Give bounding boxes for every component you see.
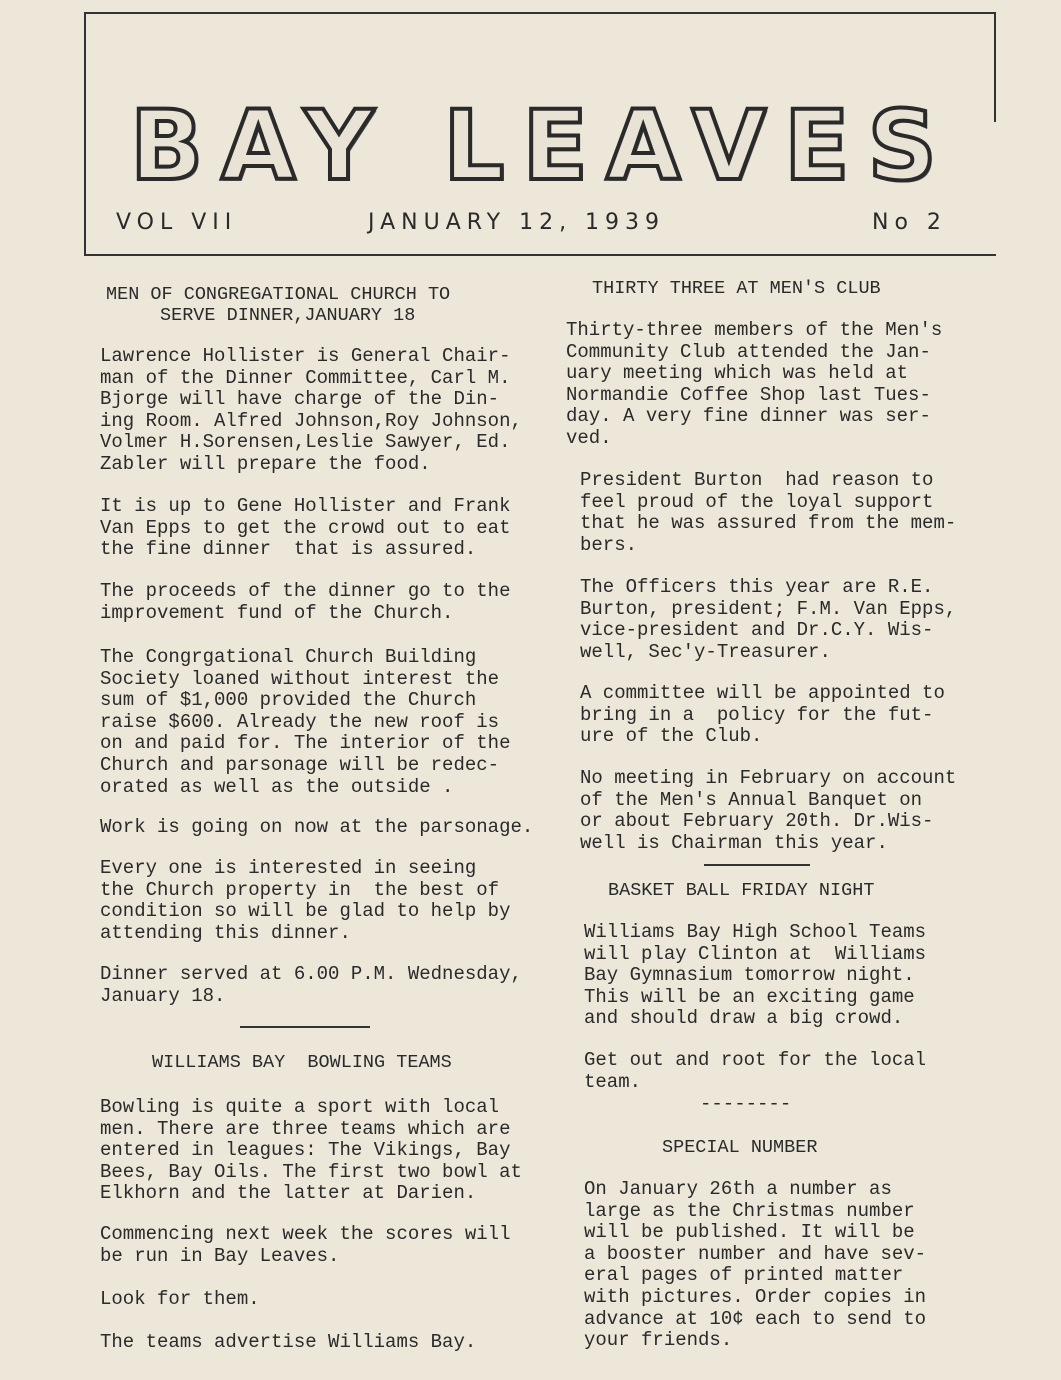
paragraph-root: Get out and root for the local team. (584, 1049, 927, 1093)
headline-mens-club: THIRTY THREE AT MEN'S CLUB (592, 278, 881, 299)
paragraph-dinner-time: Dinner served at 6.00 P.M. Wednesday, January 18. (100, 963, 522, 1007)
headline-basketball: BASKET BALL FRIDAY NIGHT (608, 880, 875, 901)
paragraph-crowd: It is up to Gene Hollister and Frank Van Epps to get the crowd out to eat the fine dinner that is assured. (100, 495, 511, 561)
section-divider (704, 864, 810, 866)
issue-date: JANUARY 12, 1939 (368, 210, 666, 235)
headline-congregational-dinner-1: MEN OF CONGREGATIONAL CHURCH TO (106, 284, 451, 305)
paragraph-committee: A committee will be appointed to bring in a policy for the fut- ure of the Club. (580, 682, 945, 748)
dashed-divider: -------- (700, 1093, 792, 1115)
paragraph-interest: Every one is interested in seeing the Church property in the best of condition so will be glad to help by attending this dinner. (100, 857, 511, 944)
paragraph-look: Look for them. (100, 1288, 260, 1310)
paragraph-dinner-committee: Lawrence Hollister is General Chair- man of the Dinner Committee, Carl M. Bjorge will have charge of the Din- ing Room. Alfred Johnson,Roy Johnson, Volmer H.Sorensen,Leslie Sawyer, Ed. Zabler will prepare the food. (100, 345, 522, 475)
paragraph-special-number: On January 26th a number as large as the Christmas number will be published. It will be a booster number and have sev- eral pages of printed matter with pictures. Order copies in advance at 10¢ each to send to your friends. (584, 1178, 927, 1352)
volume-label: VOL VII (116, 210, 238, 235)
headline-special-number: SPECIAL NUMBER (662, 1137, 818, 1158)
section-divider (240, 1026, 370, 1028)
paragraph-advertise: The teams advertise Williams Bay. (100, 1331, 477, 1353)
paragraph-mens-club: Thirty-three members of the Men's Community Club attended the Jan- uary meeting which was held at Normandie Coffee Shop last Tues- day. A very fine dinner was ser- ved. (566, 319, 943, 449)
paragraph-basketball: Williams Bay High School Teams will play Clinton at Williams Bay Gymnasium tomorrow night. This will be an exciting game and should draw a big crowd. (584, 921, 927, 1030)
headline-bowling-teams: WILLIAMS BAY BOWLING TEAMS (152, 1052, 452, 1073)
masthead-border (994, 12, 996, 122)
paragraph-burton: President Burton had reason to feel proud of the loyal support that he was assured from the mem- bers. (580, 469, 957, 556)
paragraph-proceeds: The proceeds of the dinner go to the improvement fund of the Church. (100, 580, 511, 624)
newspaper-title: BAY LEAVES (130, 90, 955, 202)
paragraph-bowling: Bowling is quite a sport with local men. There are three teams which are entered in leagues: The Vikings, Bay Bees, Bay Oils. The first two bowl at Elkhorn and the latter at Darien. (100, 1096, 522, 1205)
masthead (84, 12, 996, 256)
paragraph-parsonage: Work is going on now at the parsonage. (100, 816, 534, 838)
paragraph-scores: Commencing next week the scores will be run in Bay Leaves. (100, 1223, 511, 1267)
headline-congregational-dinner-2: SERVE DINNER,JANUARY 18 (160, 305, 416, 326)
paragraph-banquet: No meeting in February on account of the Men's Annual Banquet on or about February 20th. Dr.Wis- well is Chairman this year. (580, 767, 957, 854)
paragraph-officers: The Officers this year are R.E. Burton, president; F.M. Van Epps, vice-president and Dr.C.Y. Wis- well, Sec'y-Treasurer. (580, 576, 957, 663)
issue-number: No 2 (872, 210, 947, 235)
paragraph-building-society: The Congrgational Church Building Society loaned without interest the sum of $1,000 provided the Church raise $600. Already the new roof is on and paid for. The interior of the Church and parsonage will be redec- orated as well as the outside . (100, 646, 511, 798)
